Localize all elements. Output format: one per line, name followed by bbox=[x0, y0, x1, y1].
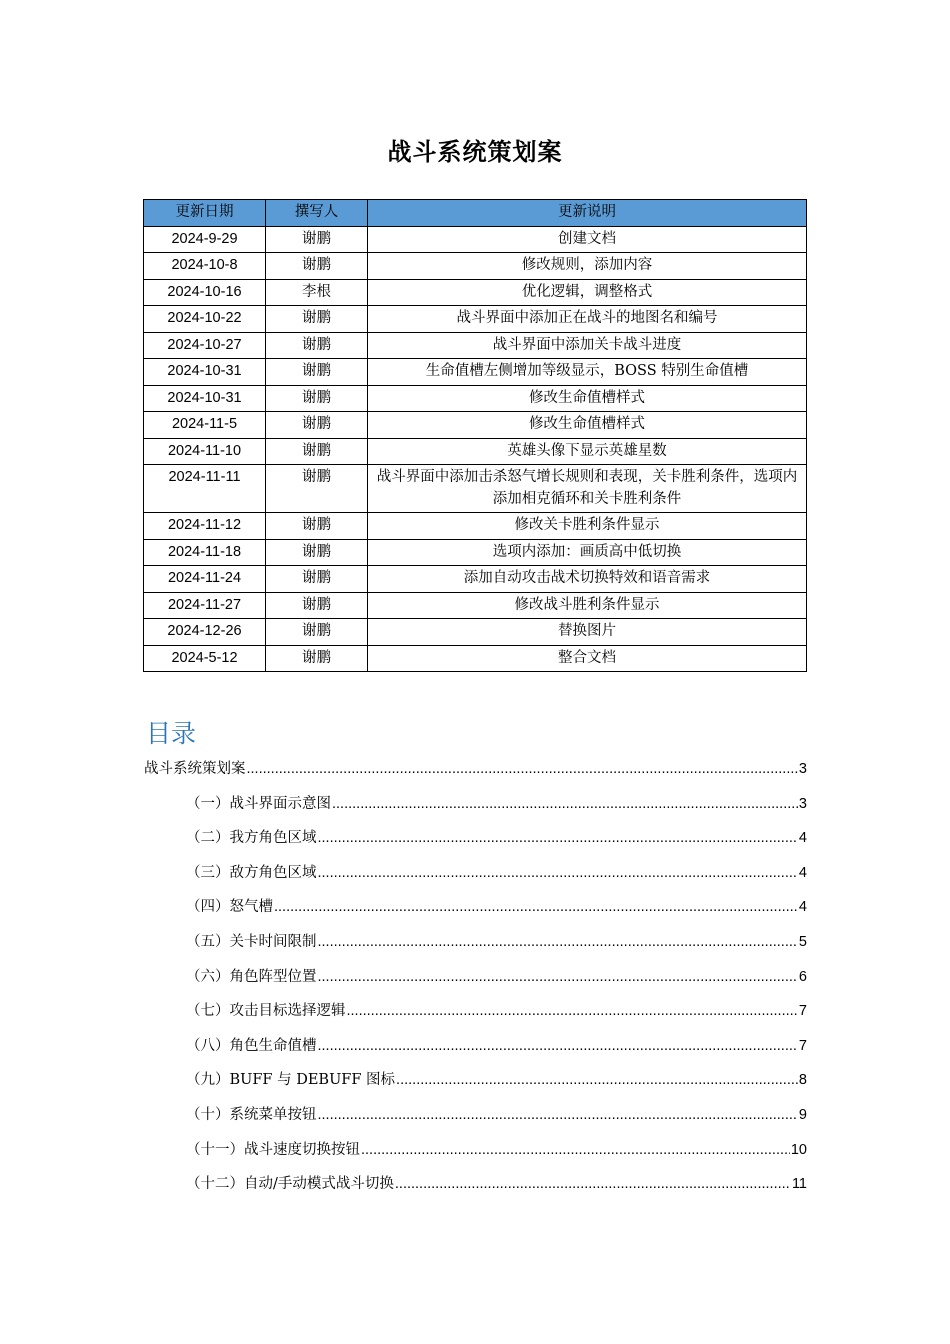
cell-date: 2024-11-10 bbox=[144, 438, 266, 465]
toc-entry-page: 4 bbox=[798, 865, 807, 881]
toc-entry-page: 7 bbox=[798, 1003, 807, 1019]
header-description: 更新说明 bbox=[368, 200, 807, 227]
toc-entry-page: 5 bbox=[798, 934, 807, 950]
cell-author: 谢鹏 bbox=[266, 539, 368, 566]
toc-entry[interactable] bbox=[186, 1138, 807, 1160]
table-row bbox=[144, 279, 807, 306]
toc-entry-page: 3 bbox=[798, 761, 807, 777]
cell-date: 2024-10-16 bbox=[144, 279, 266, 306]
cell-description: 修改战斗胜利条件显示 bbox=[368, 592, 807, 619]
table-row bbox=[144, 253, 807, 280]
toc-leader-dots bbox=[318, 1107, 798, 1123]
toc-leader-dots bbox=[318, 865, 798, 881]
cell-description: 替换图片 bbox=[368, 619, 807, 646]
cell-description: 战斗界面中添加正在战斗的地图名和编号 bbox=[368, 306, 807, 333]
toc-entry-page: 4 bbox=[798, 830, 807, 846]
toc-entry-label: （十一）战斗速度切换按钮 bbox=[186, 1142, 360, 1158]
cell-author: 谢鹏 bbox=[266, 619, 368, 646]
toc-entry[interactable] bbox=[186, 1172, 807, 1194]
table-row bbox=[144, 645, 807, 672]
toc-entry-page: 9 bbox=[798, 1107, 807, 1123]
cell-description: 修改生命值槽样式 bbox=[368, 385, 807, 412]
cell-description: 修改生命值槽样式 bbox=[368, 412, 807, 439]
toc-entry[interactable] bbox=[186, 895, 807, 917]
cell-author: 谢鹏 bbox=[266, 253, 368, 280]
toc-entry-page: 6 bbox=[798, 969, 807, 985]
toc-entry[interactable] bbox=[186, 999, 807, 1021]
cell-date: 2024-12-26 bbox=[144, 619, 266, 646]
toc-entry-page: 4 bbox=[798, 899, 807, 915]
cell-author: 谢鹏 bbox=[266, 412, 368, 439]
header-author: 撰写人 bbox=[266, 200, 368, 227]
cell-author: 谢鹏 bbox=[266, 513, 368, 540]
cell-date: 2024-5-12 bbox=[144, 645, 266, 672]
toc-entry-page: 11 bbox=[791, 1176, 807, 1192]
cell-author: 李根 bbox=[266, 279, 368, 306]
cell-date: 2024-10-27 bbox=[144, 332, 266, 359]
table-row bbox=[144, 412, 807, 439]
cell-description: 创建文档 bbox=[368, 226, 807, 253]
toc-leader-dots bbox=[318, 934, 798, 950]
toc-entry-label: （七）攻击目标选择逻辑 bbox=[186, 1003, 346, 1019]
cell-description: 战斗界面中添加关卡战斗进度 bbox=[368, 332, 807, 359]
toc-leader-dots bbox=[318, 830, 798, 846]
cell-author: 谢鹏 bbox=[266, 385, 368, 412]
cell-date: 2024-9-29 bbox=[144, 226, 266, 253]
table-row bbox=[144, 539, 807, 566]
cell-author: 谢鹏 bbox=[266, 226, 368, 253]
table-row bbox=[144, 385, 807, 412]
toc-entry-label: （六）角色阵型位置 bbox=[186, 969, 317, 985]
toc-leader-dots bbox=[395, 1176, 791, 1192]
toc-entry[interactable] bbox=[186, 861, 807, 883]
cell-date: 2024-11-24 bbox=[144, 566, 266, 593]
cell-description: 优化逻辑，调整格式 bbox=[368, 279, 807, 306]
toc-entry[interactable] bbox=[144, 757, 807, 779]
toc-leader-dots bbox=[396, 1072, 798, 1088]
toc-entry-label: （十二）自动/手动模式战斗切换 bbox=[186, 1176, 394, 1192]
toc-entry-page: 3 bbox=[798, 796, 807, 812]
toc-entry-page: 7 bbox=[798, 1038, 807, 1054]
table-row bbox=[144, 226, 807, 253]
revision-header-row bbox=[144, 200, 807, 227]
toc-entry-page: 10 bbox=[790, 1142, 807, 1158]
cell-author: 谢鹏 bbox=[266, 438, 368, 465]
header-date: 更新日期 bbox=[144, 200, 266, 227]
toc-entry-label: （二）我方角色区域 bbox=[186, 830, 317, 846]
cell-description: 修改关卡胜利条件显示 bbox=[368, 513, 807, 540]
cell-date: 2024-11-18 bbox=[144, 539, 266, 566]
toc-leader-dots bbox=[347, 1003, 798, 1019]
table-row bbox=[144, 306, 807, 333]
toc-entry[interactable] bbox=[186, 826, 807, 848]
toc-entry-label: （一）战斗界面示意图 bbox=[186, 796, 331, 812]
cell-description: 选项内添加：画质高中低切换 bbox=[368, 539, 807, 566]
toc-entry[interactable] bbox=[186, 1034, 807, 1056]
toc-entry[interactable] bbox=[186, 930, 807, 952]
toc-leader-dots bbox=[332, 796, 798, 812]
cell-description: 修改规则，添加内容 bbox=[368, 253, 807, 280]
cell-author: 谢鹏 bbox=[266, 332, 368, 359]
toc-leader-dots bbox=[274, 899, 798, 915]
toc-entry-page: 8 bbox=[798, 1072, 807, 1088]
toc-leader-dots bbox=[361, 1142, 790, 1158]
cell-description: 整合文档 bbox=[368, 645, 807, 672]
toc-leader-dots bbox=[318, 1038, 798, 1054]
revision-history-table bbox=[143, 199, 807, 672]
toc-entry-label: （四）怒气槽 bbox=[186, 899, 273, 915]
toc-leader-dots bbox=[247, 761, 798, 777]
cell-date: 2024-10-31 bbox=[144, 359, 266, 386]
cell-date: 2024-10-22 bbox=[144, 306, 266, 333]
cell-author: 谢鹏 bbox=[266, 566, 368, 593]
toc-entry-label: （八）角色生命值槽 bbox=[186, 1038, 317, 1054]
toc-entry[interactable] bbox=[186, 965, 807, 987]
toc-leader-dots bbox=[318, 969, 798, 985]
cell-date: 2024-11-27 bbox=[144, 592, 266, 619]
toc-entry-label: 战斗系统策划案 bbox=[144, 761, 246, 777]
cell-description: 生命值槽左侧增加等级显示，BOSS 特别生命值槽 bbox=[368, 359, 807, 386]
cell-date: 2024-11-11 bbox=[144, 465, 266, 513]
cell-date: 2024-11-12 bbox=[144, 513, 266, 540]
toc-entry-label: （五）关卡时间限制 bbox=[186, 934, 317, 950]
cell-date: 2024-11-5 bbox=[144, 412, 266, 439]
toc-entry-label: （九）BUFF 与 DEBUFF 图标 bbox=[186, 1072, 396, 1088]
table-row bbox=[144, 332, 807, 359]
table-row bbox=[144, 359, 807, 386]
toc-entry-label: （十）系统菜单按钮 bbox=[186, 1107, 317, 1123]
table-row bbox=[144, 438, 807, 465]
cell-author: 谢鹏 bbox=[266, 306, 368, 333]
toc-entry-label: （三）敌方角色区域 bbox=[186, 865, 317, 881]
cell-description: 添加自动攻击战术切换特效和语音需求 bbox=[368, 566, 807, 593]
cell-author: 谢鹏 bbox=[266, 645, 368, 672]
cell-author: 谢鹏 bbox=[266, 359, 368, 386]
toc-entry[interactable] bbox=[186, 792, 807, 814]
cell-date: 2024-10-31 bbox=[144, 385, 266, 412]
table-row bbox=[144, 465, 807, 513]
cell-description: 战斗界面中添加击杀怒气增长规则和表现，关卡胜利条件，选项内添加相克循环和关卡胜利条件 bbox=[368, 465, 807, 513]
cell-date: 2024-10-8 bbox=[144, 253, 266, 280]
cell-author: 谢鹏 bbox=[266, 465, 368, 513]
table-row bbox=[144, 513, 807, 540]
toc-entry[interactable] bbox=[186, 1068, 807, 1090]
toc-entry[interactable] bbox=[186, 1103, 807, 1125]
table-row bbox=[144, 592, 807, 619]
cell-description: 英雄头像下显示英雄星数 bbox=[368, 438, 807, 465]
table-row bbox=[144, 566, 807, 593]
table-row bbox=[144, 619, 807, 646]
document-title: 战斗系统策划案 bbox=[387, 138, 563, 166]
cell-author: 谢鹏 bbox=[266, 592, 368, 619]
toc-heading: 目录 bbox=[146, 719, 197, 748]
